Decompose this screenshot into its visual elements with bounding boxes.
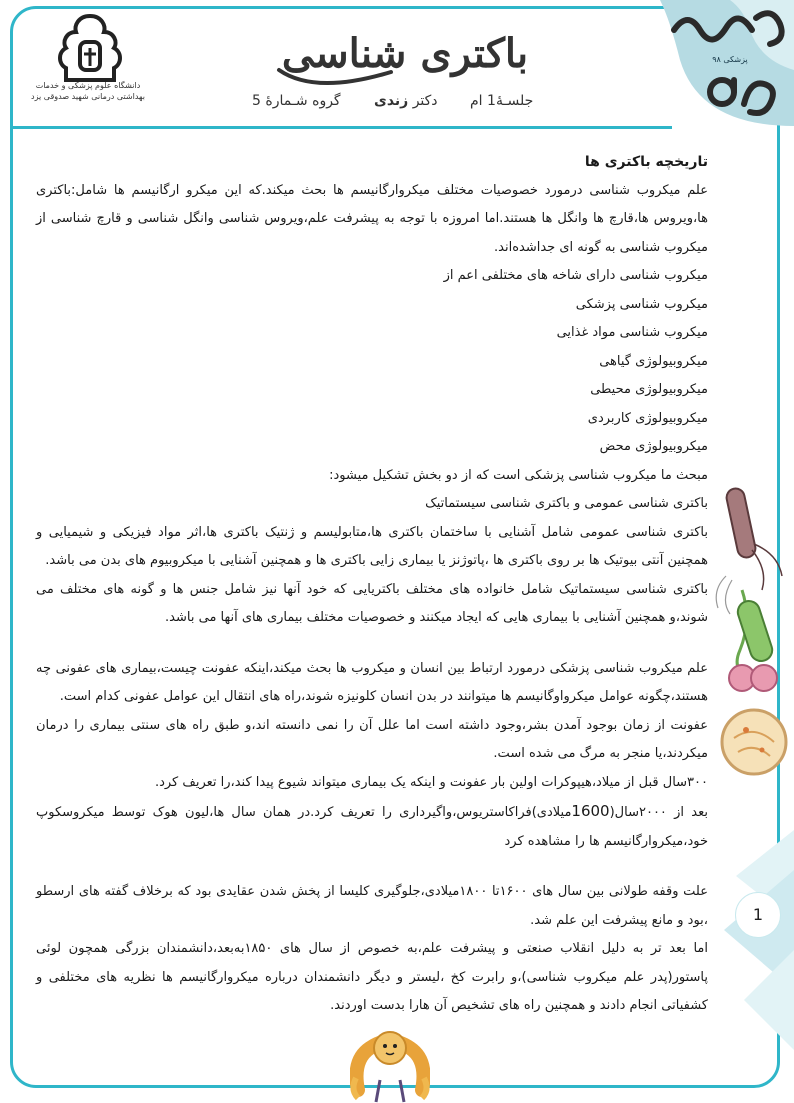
corner-logo: [660, 0, 794, 126]
paragraph-fracastorius: بعد از ۲۰۰۰سال(1600میلادی)فراکاستریوس،واگیرداری را تعریف کرد.در همان سال ها،لیون هوک توسط میکروسکوپ خود،میکروارگانیسم ها را مشاهده کرد: [36, 802, 708, 849]
branch-item: میکروب شناسی پزشکی: [575, 296, 708, 312]
doctor-name: زندی: [374, 93, 409, 109]
paragraph-medical-microbiology: علم میکروب شناسی پزشکی درمورد ارتباط بین انسان و میکروب ها بحث میکند،اینکه عفونت چیست،بیماری های عفونی چه هستند،چگونه عوامل میکرواوگانیسم ها میتوانند در بدن انسان کلونیزه شوند،راه های انتقال این عوامل عفونی کدام است.: [36, 660, 708, 704]
header-separator: [12, 126, 672, 129]
doctor-prefix: دکتر: [412, 93, 438, 109]
bacteria-illustrations: [712, 480, 794, 780]
paragraph-medical-intro: مبحث ما میکروب شناسی پزشکی است که از دو بخش تشکیل میشود:: [329, 467, 708, 483]
branch-item: میکروبیولوژی محض: [599, 439, 708, 454]
paragraph-general-bacteriology: باکتری شناسی عمومی شامل آشنایی با ساختمان باکتری ها،متابولیسم و ژنتیک باکتری ها،اثر مواد فیزیکی و شیمیایی و همچنین آنتی بیوتیک ها بر روی باکتری ها ،پاتوژنز یا بیماری زایی باکتری ها و همچنین آشنایی با میکروبیوم های بدن می باشد.: [36, 524, 708, 568]
paragraph-infection-history: عفونت از زمان بوجود آمدن بشر،وجود داشته است اما علل آن را نمی دانسته اند،و طبق راه های سنتی بیماری را درمان میکردند،یا منجر به مرگ می شده است.: [36, 717, 708, 761]
paragraph-systematic-bacteriology: باکتری شناسی سیستماتیک شامل خانواده های مختلف باکتریایی که خود آنها نیز شامل جنس ها و گونه های مختلف می شوند،و همچنین آشنایی با بیماری هایی که ایجاد میکنند و خصوصیات مختلف بیماری های آنها می باشد.: [36, 581, 708, 625]
university-name: دانشگاه علوم پزشکی و خدمات بهداشتی درمانی شهید صدوقی یزد: [31, 81, 145, 101]
page-number: 1: [735, 892, 781, 938]
diplococcus-icon: [729, 665, 777, 691]
paragraph-hippocrates: ۳۰۰سال قبل از میلاد،هیپوکرات اولین بار عفونت و اینکه یک بیماری میتواند شیوع پیدا کند،را تعریف کرد.: [154, 774, 708, 790]
corner-logo-text: پزشکی ۹۸: [712, 55, 748, 64]
section-heading: تاریخچه باکتری ها: [584, 154, 708, 170]
university-logo: [40, 10, 140, 120]
branch-item: میکروبیولوژی محیطی: [590, 382, 708, 397]
branch-item: میکروبیولوژی گیاهی: [599, 353, 708, 369]
group-label: گروه شـمارۀ 5: [252, 93, 341, 109]
branch-item: میکروب شناسی مواد غذایی: [556, 325, 708, 340]
title-swoosh: [275, 62, 395, 86]
branch-item: میکروبیولوژی کاربردی: [587, 410, 708, 426]
paragraph-two-branches: باکتری شناسی عمومی و باکتری شناسی سیستماتیک: [425, 496, 708, 511]
mascot-icon: [350, 1020, 430, 1103]
year-1600: 1600: [571, 802, 610, 820]
decorative-shapes: [716, 830, 794, 1060]
main-content: [36, 148, 708, 1021]
branches-intro: میکروب شناسی دارای شاخه های مختلفی اعم از: [443, 268, 708, 283]
paragraph-industrial-revolution: اما بعد تر به دلیل انقلاب صنعتی و پیشرفت علم،به خصوص از سال های ۱۸۵۰به‌بعد،دانشمندان بزرگی همچون لوئی پاستور(پدر علم میکروب شناسی)،و رابرت کخ ،لیستر و دیگر دانشمندان درباره میکروارگانیسم ها نظریه های مختلفی و کشفیاتی انجام دادند و همچنین راه های تشخیص آن هارا بدست اوردند.: [36, 941, 708, 1013]
page-title: باکتری شناسی: [281, 30, 529, 77]
paragraph-intro: علم میکروب شناسی درمورد خصوصیات مختلف میکروارگانیسم ها بحث میکند.که این میکرو ارگانیسم ها شامل:باکتری ها،ویروس ها،قارچ ها وانگل ها هستند.اما امروزه با توجه به پیشرفت علم،ویروس شناسی وانگل شناسی و قارچ شناسی از میکروب شناسی به گونه ای جداشده‌اند.: [36, 182, 708, 255]
paragraph-church-delay: علت وقفه طولانی بین سال های ۱۶۰۰تا ۱۸۰۰میلادی،جلوگیری کلیسا از پخش شدن عقایدی بود که برخلاف گفته های ارسطو ،بود و مانع پیشرفت این علم شد.: [36, 884, 708, 928]
bacteria-spiral-icon: [716, 576, 775, 676]
bacteria-rod-icon: [725, 487, 782, 590]
instructor-label: [374, 93, 438, 109]
petri-dish-icon: [722, 710, 786, 774]
session-label: جلسـۀ1 ام: [470, 93, 534, 109]
